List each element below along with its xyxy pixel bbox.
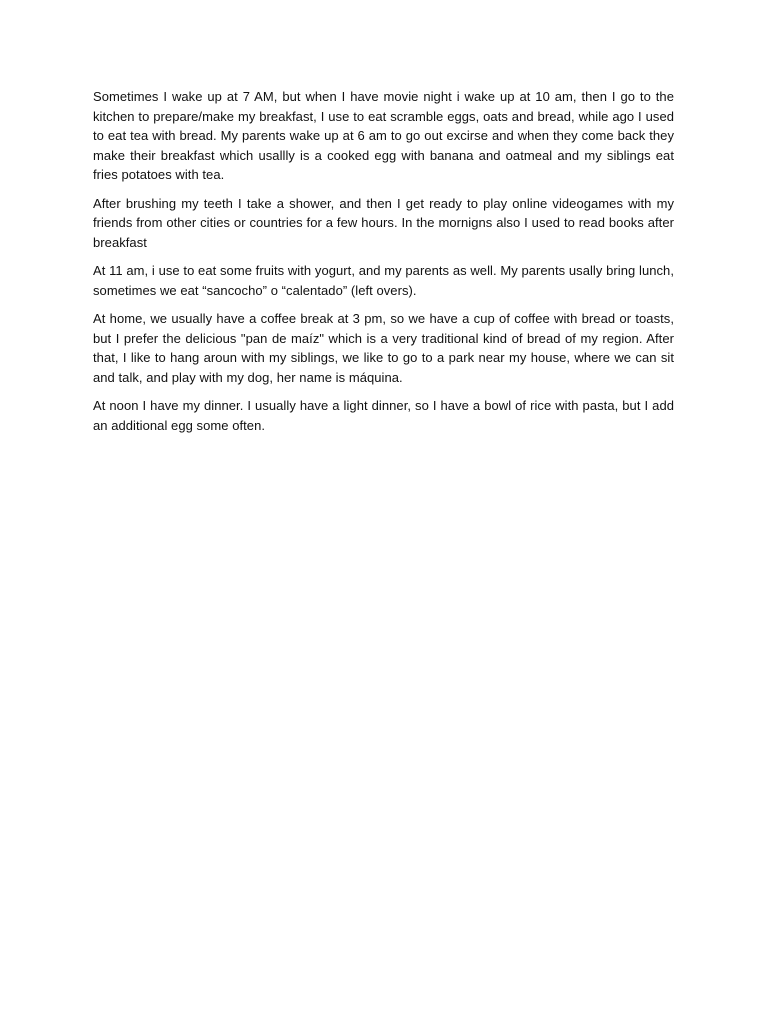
paragraph-after-brushing: After brushing my teeth I take a shower, and then I get ready to play online videogames with my friends from other cities or countries for a few hours. In the mornigns also I used to read books after breakfast — [93, 195, 674, 250]
document-body — [93, 87, 674, 444]
paragraph-wake-up: Sometimes I wake up at 7 AM, but when I have movie night i wake up at 10 am, then I go to the kitchen to prepare/make my breakfast, I use to eat scramble eggs, oats and bread, while ago I used to eat tea with bread. My parents wake up at 6 am to go out excirse and when they come back they make their breakfast which usallly is a cooked egg with banana and oatmeal and my siblings eat fries potatoes with tea. — [93, 89, 674, 182]
paragraph-coffee-break: At home, we usually have a coffee break at 3 pm, so we have a cup of coffee with bread or toasts, but I prefer the delicious "pan de maíz" which is a very traditional kind of bread of my region. After that, I like to hang aroun with my siblings, we like to go to a park near my house, where we can sit and talk, and play with my dog, her name is máquina. — [93, 311, 674, 385]
paragraph-dinner: At noon I have my dinner. I usually have a light dinner, so I have a bowl of rice with pasta, but I add an additional egg some often. — [93, 398, 674, 433]
paragraph-eleven-am: At 11 am, i use to eat some fruits with yogurt, and my parents as well. My parents usally bring lunch, sometimes we eat “sancocho” o “calentado” (left overs). — [93, 263, 674, 298]
